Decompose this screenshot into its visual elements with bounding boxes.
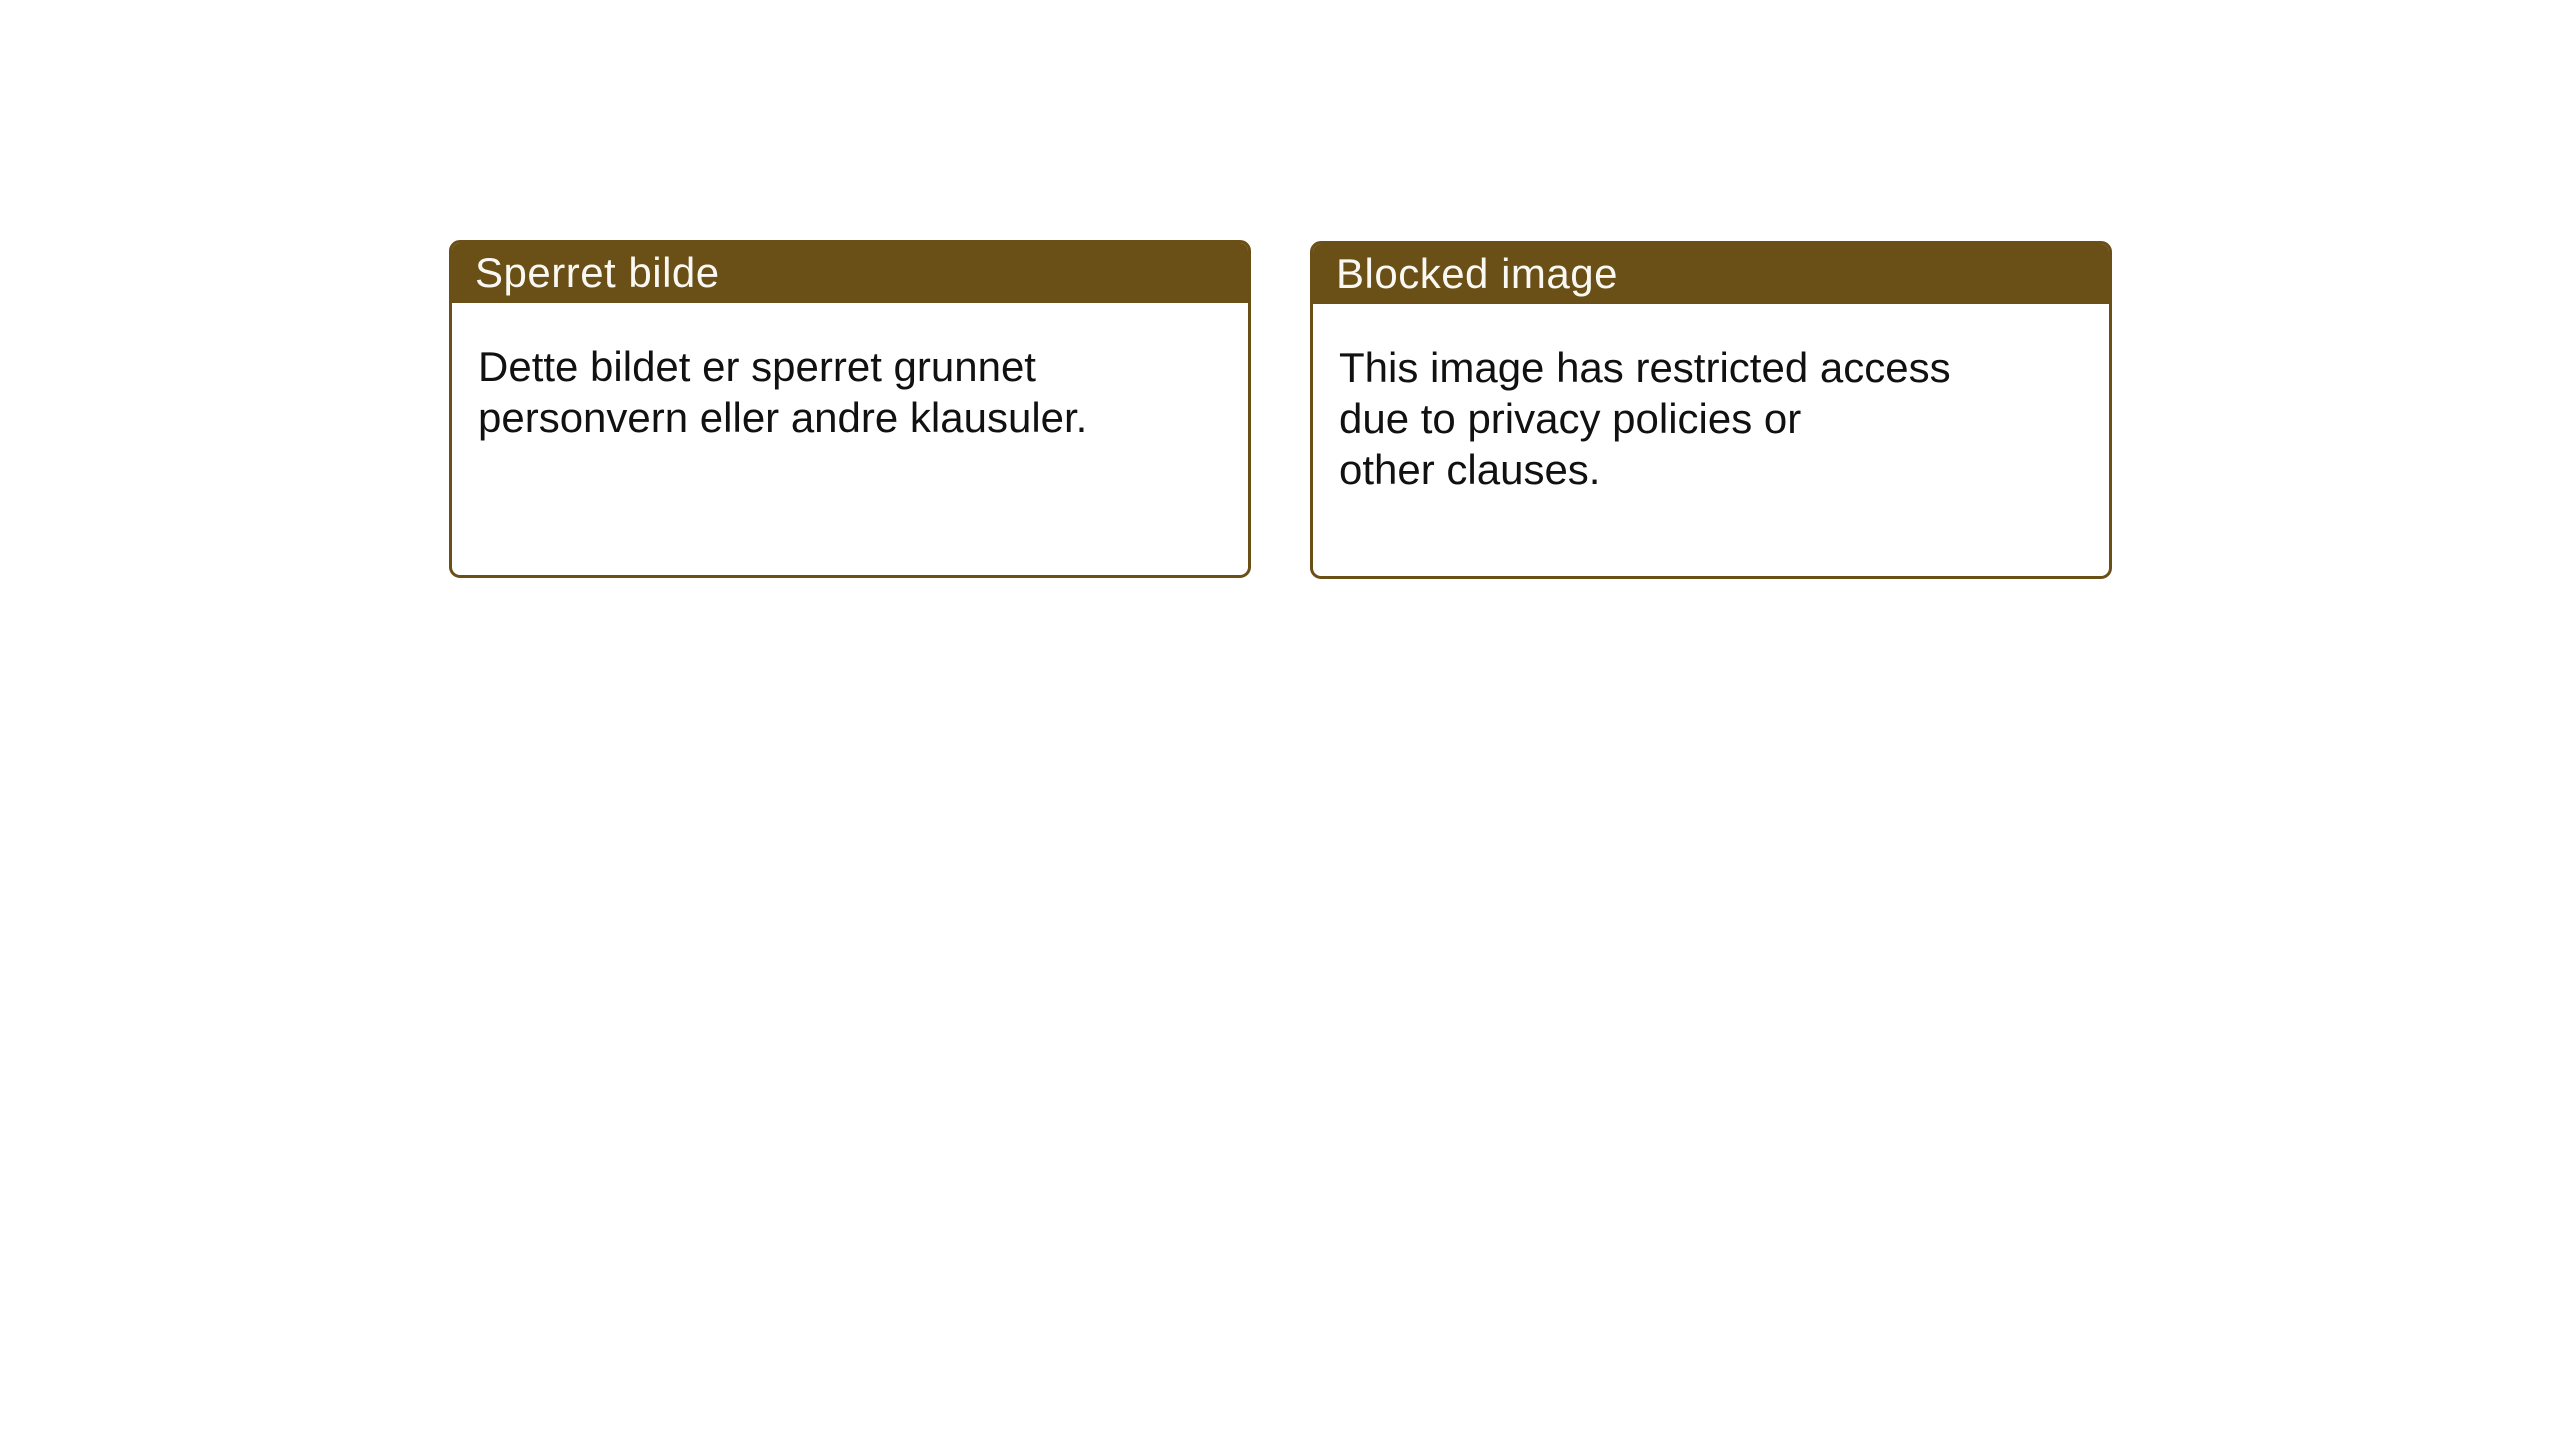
blocked-image-card-norwegian xyxy=(449,240,1251,578)
card-title: Blocked image xyxy=(1336,249,1618,297)
body-text-line: due to privacy policies or xyxy=(1339,395,1802,442)
card-body xyxy=(1313,304,2109,495)
card-body xyxy=(452,303,1248,443)
body-text-line: other clauses. xyxy=(1339,446,1601,493)
card-title: Sperret bilde xyxy=(475,248,720,296)
card-header xyxy=(1312,243,2110,304)
body-text-line: Dette bildet er sperret grunnet xyxy=(478,343,1036,390)
blocked-image-card-english xyxy=(1310,241,2112,579)
body-text-line: This image has restricted access xyxy=(1339,344,1951,391)
card-header xyxy=(451,242,1249,303)
body-text-line: personvern eller andre klausuler. xyxy=(478,394,1088,441)
